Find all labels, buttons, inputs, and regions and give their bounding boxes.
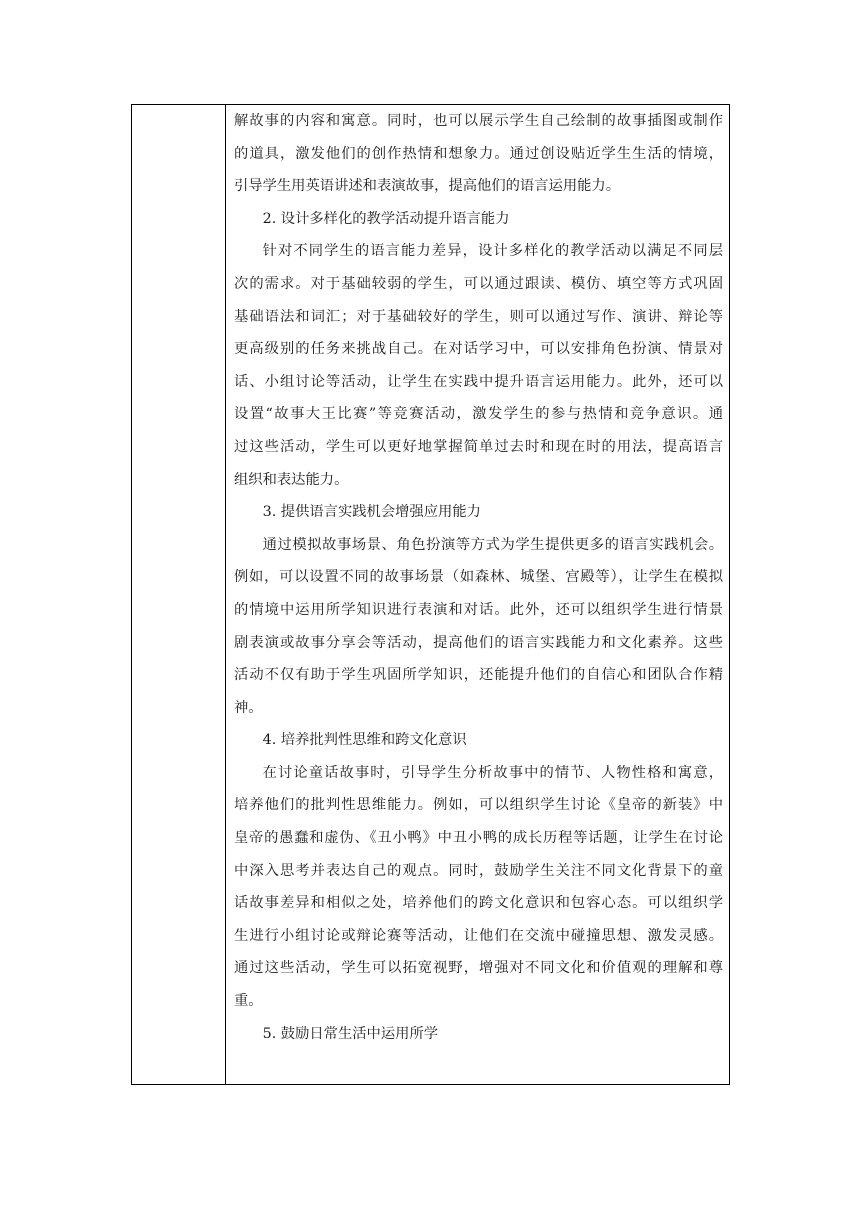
text-line: 针对不同学生的语言能力差异，设计多样化的教学活动以满足不同层 (262, 243, 723, 260)
text-line: 的情境中运用所学知识进行表演和对话。此外，还可以组织学生进行情景 (234, 601, 723, 618)
section-heading: 4. 培养批判性思维和跨文化意识 (262, 732, 467, 749)
text-line: 解故事的内容和寓意。同时，也可以展示学生自己绘制的故事插图或制作 (234, 113, 723, 129)
text-line: 活动不仅有助于学生巩固所学知识，还能提升他们的自信心和团队合作精 (234, 667, 723, 684)
text-line: 重。 (234, 993, 263, 1010)
text-line: 话、小组讨论等活动，让学生在实践中提升语言运用能力。此外，还可以 (234, 373, 723, 390)
table-content-cell (226, 105, 729, 1084)
text-line: 话故事差异和相似之处，培养他们的跨文化意识和包容心态。可以组织学 (234, 895, 723, 912)
text-line: 在讨论童话故事时，引导学生分析故事中的情节、人物性格和寓意， (262, 764, 723, 781)
text-line: 组织和表达能力。 (234, 471, 349, 488)
text-line: 皇帝的愚蠢和虚伪、《丑小鸭》中丑小鸭的成长历程等话题，让学生在讨论 (234, 830, 723, 847)
text-line: 更高级别的任务来挑战自己。在对话学习中，可以安排角色扮演、情景对 (234, 341, 723, 358)
document-table (131, 104, 730, 1085)
text-line: 基础语法和词汇；对于基础较好的学生，则可以通过写作、演讲、辩论等 (234, 308, 723, 325)
text-line: 例如，可以设置不同的故事场景（如森林、城堡、宫殿等），让学生在模拟 (234, 569, 723, 586)
text-line: 生进行小组讨论或辩论赛等活动，让他们在交流中碰撞思想、激发灵感。 (234, 927, 723, 944)
text-line: 神。 (234, 699, 263, 716)
text-line: 次的需求。对于基础较弱的学生，可以通过跟读、模仿、填空等方式巩固 (234, 275, 723, 292)
section-heading: 3. 提供语言实践机会增强应用能力 (262, 504, 481, 521)
text-line: 剧表演或故事分享会等活动，提高他们的语言实践能力和文化素养。这些 (234, 634, 723, 651)
table-left-column (132, 105, 226, 1084)
text-line: 的道具，激发他们的创作热情和想象力。通过创设贴近学生生活的情境， (234, 145, 723, 162)
text-line: 通过模拟故事场景、角色扮演等方式为学生提供更多的语言实践机会。 (262, 536, 723, 553)
text-line: 培养他们的批判性思维能力。例如，可以组织学生讨论《皇帝的新装》中 (234, 797, 723, 814)
section-heading: 5. 鼓励日常生活中运用所学 (262, 1025, 439, 1042)
text-line: 通过这些活动，学生可以拓宽视野，增强对不同文化和价值观的理解和尊 (234, 960, 723, 977)
section-heading: 2. 设计多样化的教学活动提升语言能力 (262, 210, 510, 227)
text-line: 设置“故事大王比赛”等竞赛活动，激发学生的参与热情和竞争意识。通 (234, 406, 723, 423)
text-line: 中深入思考并表达自己的观点。同时，鼓励学生关注不同文化背景下的童 (234, 862, 723, 879)
text-line: 过这些活动，学生可以更好地掌握简单过去时和现在时的用法，提高语言 (234, 438, 723, 455)
text-line: 引导学生用英语讲述和表演故事，提高他们的语言运用能力。 (234, 178, 621, 195)
